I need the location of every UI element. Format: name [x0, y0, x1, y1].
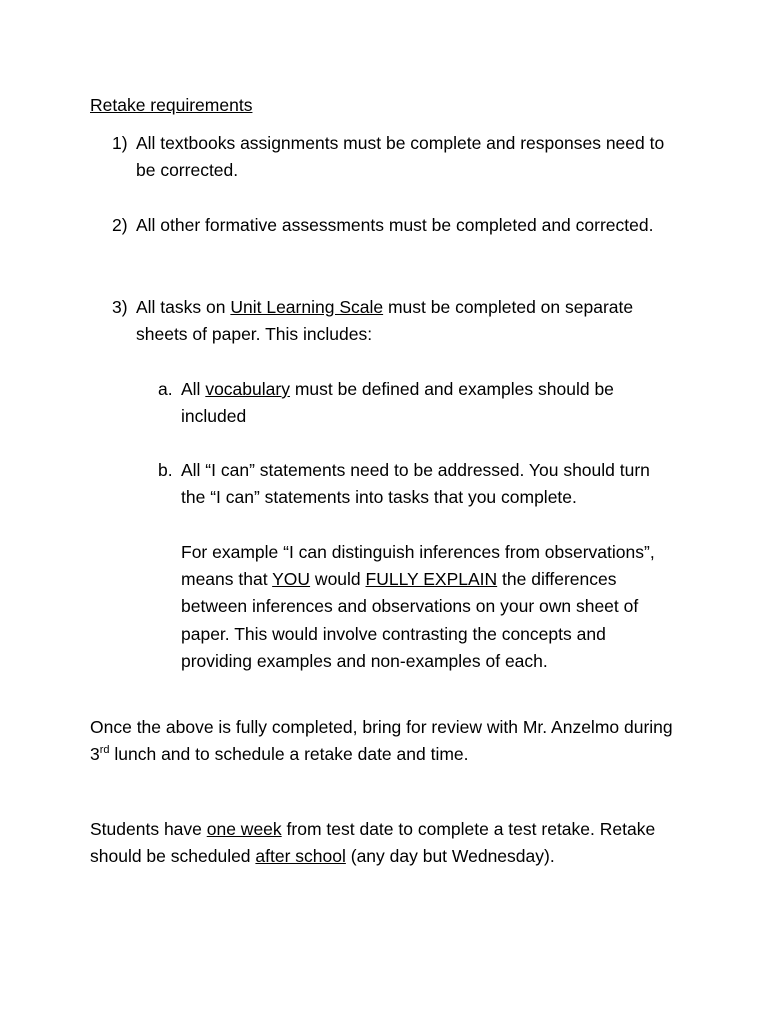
requirement-item-3 [112, 294, 672, 348]
requirement-item-1 [112, 130, 672, 184]
emphasis-text: YOU [272, 569, 311, 590]
item-text [136, 294, 672, 348]
item-letter: a. [158, 379, 173, 399]
text-run: from test date to complete a test retake. Retake should be scheduled [90, 819, 656, 867]
text-run: All tasks on [136, 297, 231, 317]
text-run: Students have [90, 819, 207, 839]
text-run: Once the above is fully completed, bring for review with Mr. Anzelmo during 3 [90, 717, 673, 765]
text-run: All [181, 379, 206, 399]
text-run: lunch and to schedule a retake date and time. [109, 744, 469, 765]
sub-requirement-b [158, 457, 670, 511]
item-text: All “I can” statements need to be addressed. You should turn the “I can” statements into tasks that you complete. [181, 460, 650, 508]
vocabulary-text: vocabulary [205, 379, 290, 399]
example-paragraph [181, 539, 673, 675]
item-text: All textbooks assignments must be complete and responses need to be corrected. [136, 133, 665, 181]
item-letter: b. [158, 460, 173, 480]
emphasis-text: one week [206, 819, 282, 839]
text-run: would [310, 569, 366, 590]
text-run: must be defined and examples should be included [181, 379, 614, 427]
review-paragraph [90, 714, 690, 768]
text-run: must be completed on separate sheets of paper. This includes: [136, 297, 634, 345]
text-run: For example “I can distinguish inferences from observations”, means that [181, 542, 655, 590]
schedule-paragraph [90, 816, 690, 870]
ordinal-suffix: rd [99, 744, 110, 757]
emphasis-text: after school [255, 846, 346, 867]
item-number: 3) [112, 297, 128, 317]
requirement-item-2 [112, 212, 672, 239]
item-text: All other formative assessments must be completed and corrected. [136, 215, 654, 235]
emphasis-text: FULLY EXPLAIN [365, 569, 498, 590]
document-heading: Retake requirements [90, 95, 253, 115]
item-number: 2) [112, 215, 128, 235]
item-text [181, 376, 670, 430]
item-number: 1) [112, 133, 128, 153]
text-run: the differences between inferences and observations on your own sheet of paper. This would involve contrasting the concepts and providing examples and non-examples of each. [181, 569, 639, 671]
unit-learning-scale-text: Unit Learning Scale [230, 297, 384, 317]
text-run: (any day but Wednesday). [345, 846, 555, 867]
sub-requirement-a [158, 376, 670, 430]
